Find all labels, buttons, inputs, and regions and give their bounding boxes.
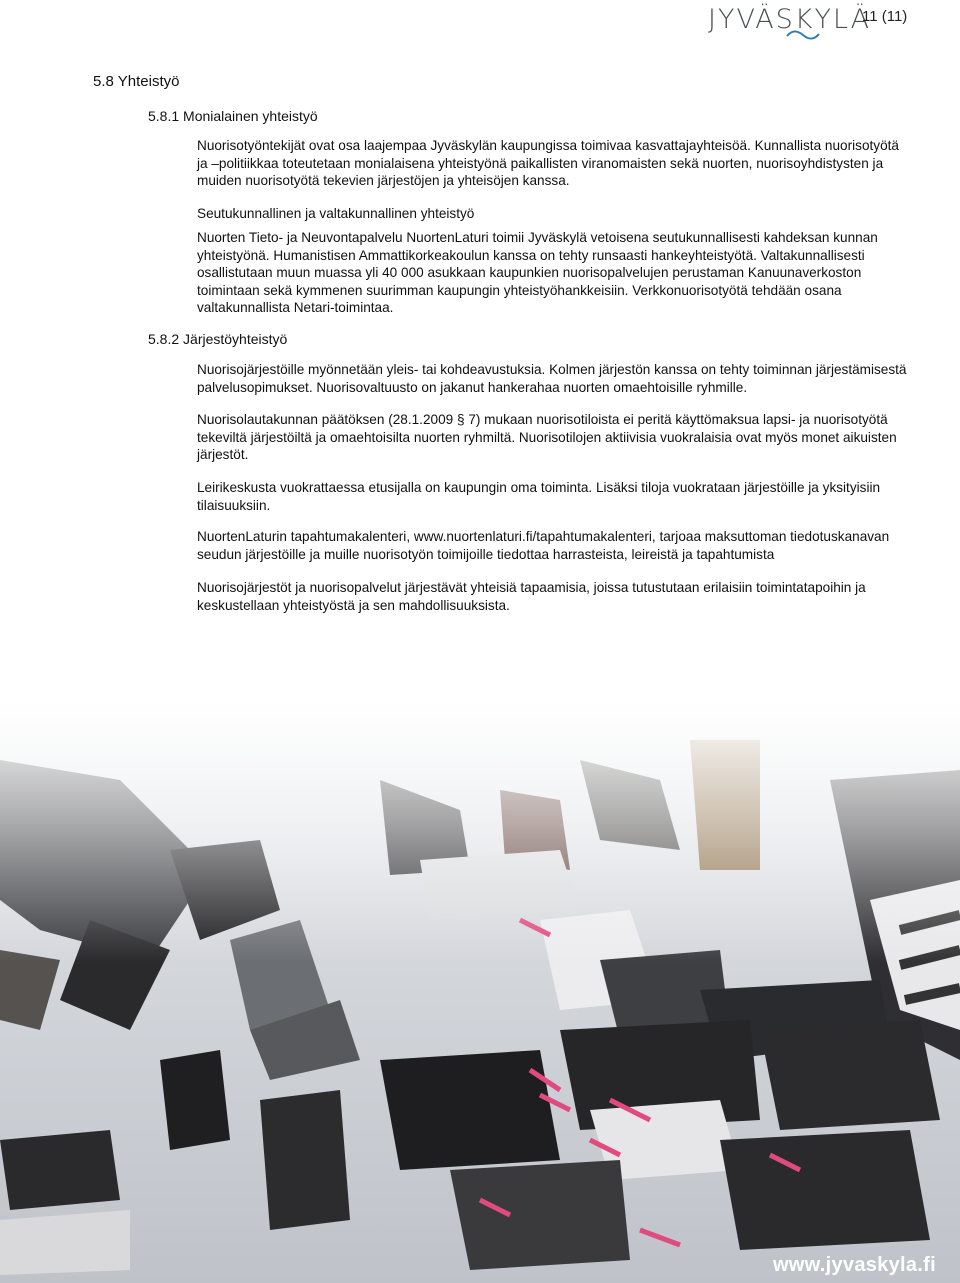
paragraph bbox=[197, 229, 913, 317]
section-heading: 5.8 Yhteistyö bbox=[93, 73, 180, 90]
jyvaskyla-logo: JYVÄSKYLÄ bbox=[708, 4, 872, 35]
footer-url: www.jyvaskyla.fi bbox=[772, 1254, 936, 1276]
subheading: Seutukunnallinen ja valtakunnallinen yhteistyö bbox=[197, 206, 475, 221]
paragraph-text: Leirikeskusta vuokrattaessa etusijalla on kaupungin oma toiminta. Lisäksi tiloja vuokrataan järjestöille ja yksityisiin tilaisuuksiin. bbox=[197, 480, 881, 513]
paragraph bbox=[197, 137, 913, 190]
subsection-heading-monialainen: 5.8.1 Monialainen yhteistyö bbox=[148, 108, 318, 124]
logo-wave-icon bbox=[786, 30, 820, 40]
paragraph bbox=[197, 411, 913, 464]
shoes-photo bbox=[0, 700, 960, 1283]
paragraph-text: Nuorisojärjestöt ja nuorisopalvelut järjestävät yhteisiä tapaamisia, joissa tutustutaan erilaisiin toimintatapoihin ja keskustellaan yhteistyöstä ja sen mahdollisuuksista. bbox=[197, 580, 866, 613]
paragraph-text: Nuorisotyöntekijät ovat osa laajempaa Jyväskylän kaupungissa toimivaa kasvattajayhteisöä. Kunnallista nuorisotyötä ja –politiikkaa toteutetaan monialaisena yhteistyönä paikallisten viranomaisten sekä nuorten, nuorisoyhdistysten ja muiden nuorisotyötä tekevien järjestöjen ja yhteisöjen kanssa. bbox=[197, 138, 899, 189]
paragraph-text: Nuorisojärjestöille myönnetään yleis- tai kohdeavustuksia. Kolmen järjestön kanssa on tehty toiminnan järjestämisestä palvelusopimukset. Nuorisovaltuusto on jakanut hankerahaa nuorten omaehtoisille ryhmille. bbox=[197, 362, 907, 395]
page-number: 11 (11) bbox=[862, 8, 908, 25]
paragraph bbox=[197, 579, 913, 614]
paragraph-text: NuortenLaturin tapahtumakalenteri, www.nuortenlaturi.fi/tapahtumakalenteri, tarjoaa maksuttoman tiedotuskanavan seudun järjestöille ja muille nuorisotyön toimijoille tiedottaa harrasteista, leireistä ja tapahtumista bbox=[197, 529, 890, 562]
paragraph-text: Nuorten Tieto- ja Neuvontapalvelu NuortenLaturi toimii Jyväskylä vetoisena seutukunnallisesti kahdeksan kunnan yhteistyönä. Humanistisen Ammattikorkeakoulun kanssa on tehty runsaasti hankeyhteistyötä. Valtakunnallisesti osallistutaan muun muassa yli 40 000 asukkaan kaupunkien nuorisopalvelujen perustaman Kanuunaverkoston toimintaan sekä kymmenen suurimman kaupungin yhteistyöhankkeisiin. Verkkonuorisotyötä tehdään osana valtakunnallista Netari-toimintaa. bbox=[197, 230, 878, 316]
paragraph bbox=[197, 528, 913, 563]
paragraph-text: Nuorisolautakunnan päätöksen (28.1.2009 § 7) mukaan nuorisotiloista ei peritä käyttömaksua lapsi- ja nuorisotyötä tekeviltä järjestöiltä ja omaehtoisilta nuorten ryhmiltä. Nuorisotilojen aktiivisia vuokralaisia ovat myös monet aikuisten järjestöt. bbox=[197, 412, 897, 463]
subsection-heading-jarjesto: 5.8.2 Järjestöyhteistyö bbox=[148, 331, 288, 347]
paragraph bbox=[197, 361, 913, 396]
paragraph bbox=[197, 479, 913, 514]
